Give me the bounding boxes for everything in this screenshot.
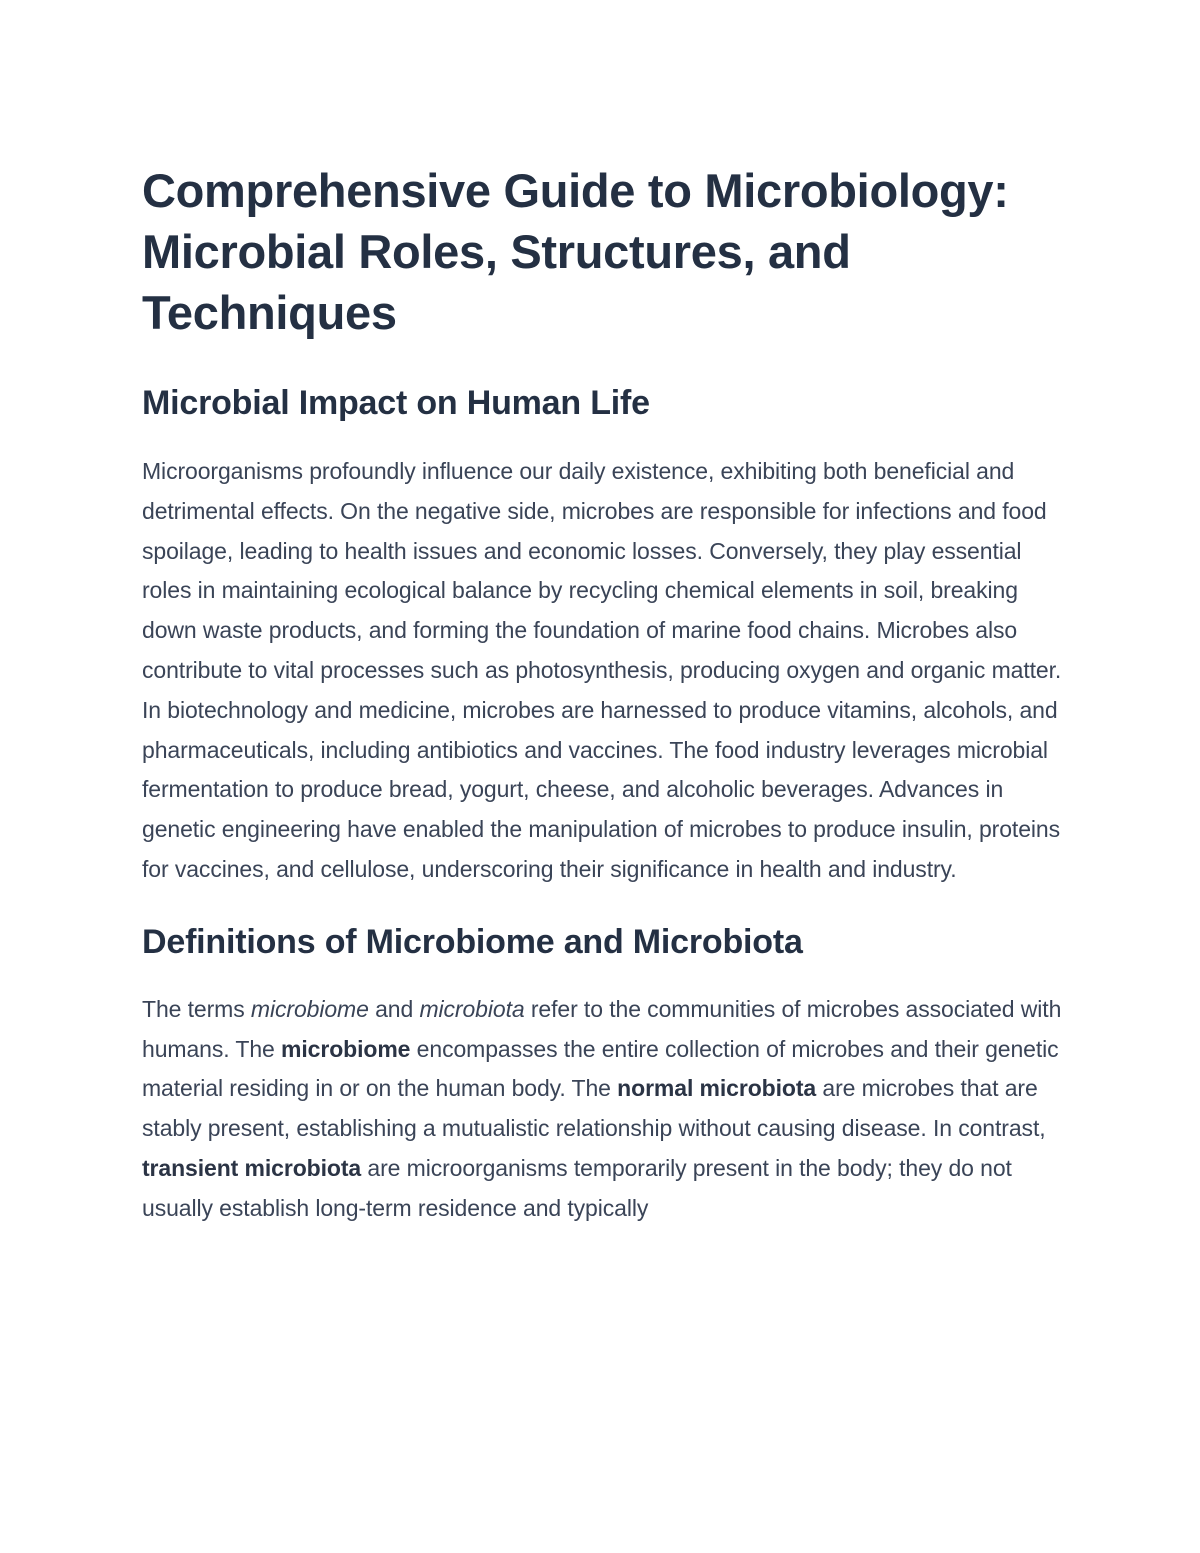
bold-term-transient-microbiota: transient microbiota <box>142 1154 362 1181</box>
text-run: encompasses the entire collection of microbes and their genetic material residing in or on the human body. The <box>142 1035 1059 1102</box>
text-run: The terms <box>142 995 251 1022</box>
section-heading-definitions: Definitions of Microbiome and Microbiota <box>142 922 803 961</box>
paragraph-definitions <box>142 990 1072 1229</box>
text-run: are microorganisms temporarily present in the body; they do not usually establish long-term residence and typically <box>142 1154 1012 1221</box>
document-page <box>142 160 1072 1229</box>
italic-term-microbiota: microbiota <box>419 995 525 1022</box>
paragraph-microbial-impact: Microorganisms profoundly influence our daily existence, exhibiting both beneficial and detrimental effects. On the negative side, microbes are responsible for infections and food spoilage, leading to health issues and economic losses. Conversely, they play essential roles in maintaining ecological balance by recycling chemical elements in soil, breaking down waste products, and forming the foundation of marine food chains. Microbes also contribute to vital processes such as photosynthesis, producing oxygen and organic matter. In biotechnology and medicine, microbes are harnessed to produce vitamins, alcohols, and pharmaceuticals, including antibiotics and vaccines. The food industry leverages microbial fermentation to produce bread, yogurt, cheese, and alcoholic beverages. Advances in genetic engineering have enabled the manipulation of microbes to produce insulin, proteins for vaccines, and cellulose, underscoring their significance in health and industry. <box>142 458 1062 882</box>
text-run: and <box>368 995 420 1022</box>
document-title: Comprehensive Guide to Microbiology: Microbial Roles, Structures, and Techniques <box>142 164 1009 339</box>
bold-term-microbiome: microbiome <box>281 1035 411 1062</box>
italic-term-microbiome: microbiome <box>250 995 369 1022</box>
text-run: are microbes that are stably present, establishing a mutualistic relationship without causing disease. In contrast, <box>142 1075 1046 1142</box>
bold-term-normal-microbiota: normal microbiota <box>617 1075 817 1102</box>
text-run: refer to the communities of microbes associated with humans. The <box>142 995 1062 1062</box>
section-heading-microbial-impact: Microbial Impact on Human Life <box>142 384 650 422</box>
